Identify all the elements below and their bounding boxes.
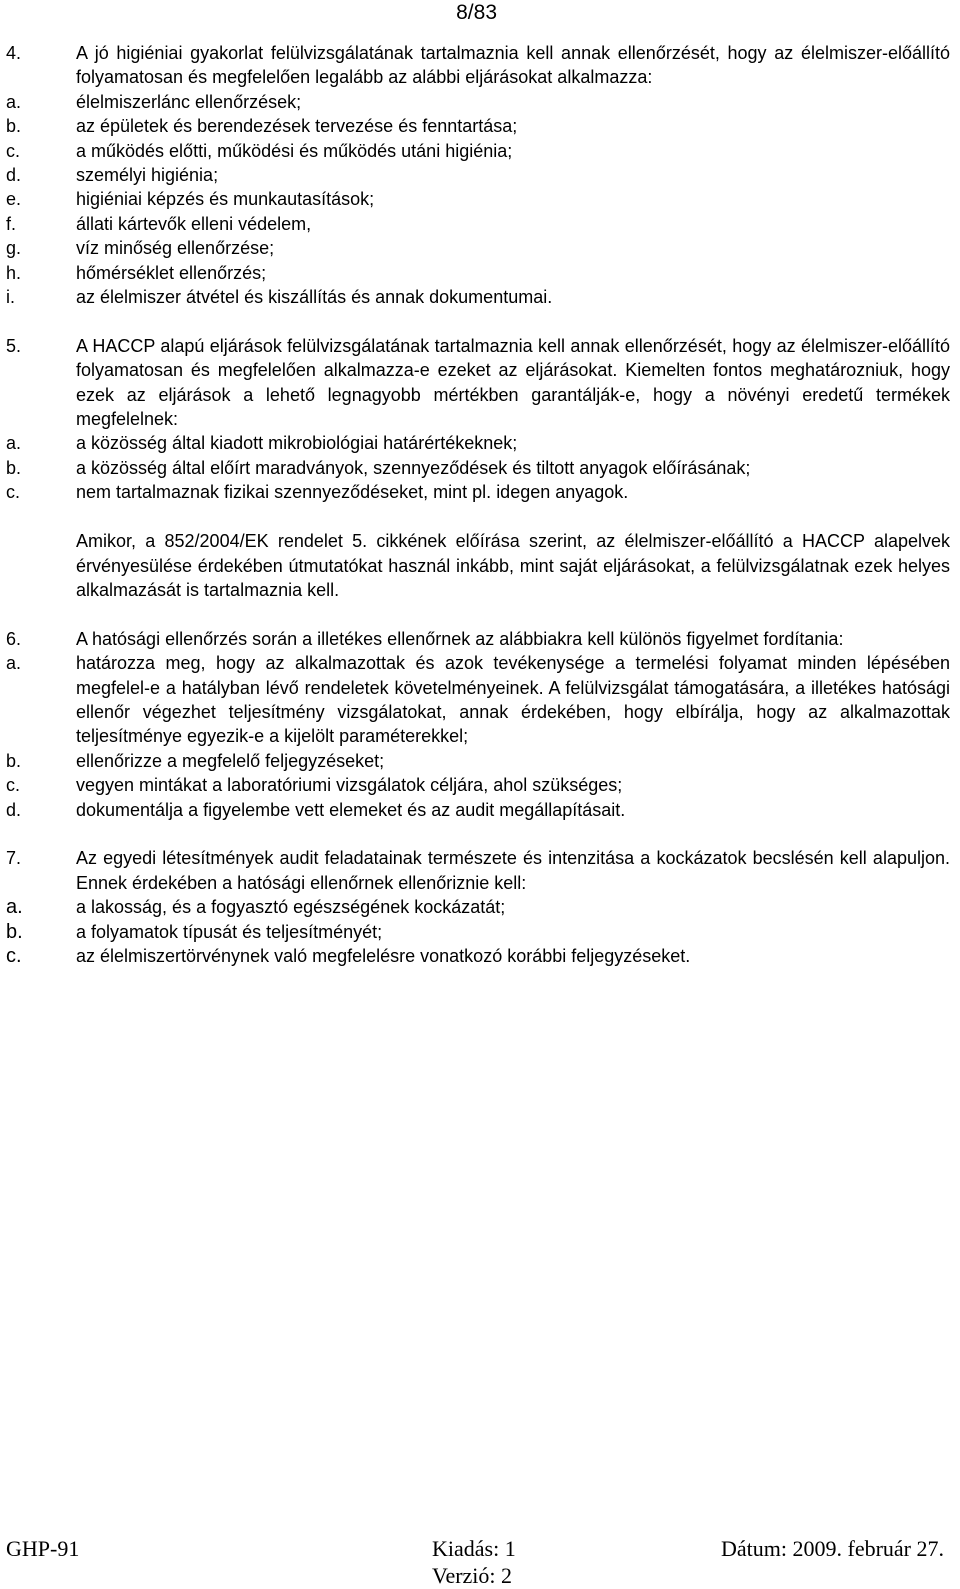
list-item (6, 163, 950, 187)
spacer (6, 309, 950, 333)
list-item-label: c. (6, 140, 21, 161)
list-item-text: állati kártevők elleni védelem, (76, 213, 312, 234)
section-intro (6, 41, 950, 90)
list-item-text: a működés előtti, működési és működés utáni higiénia; (76, 140, 513, 161)
list-item (6, 236, 950, 260)
list-item (6, 895, 950, 919)
list-item (6, 212, 950, 236)
list-item-label: d. (6, 799, 22, 820)
list-item-text: higiéniai képzés és munkautasítások; (76, 189, 375, 210)
list-item-text: víz minőség ellenőrzése; (76, 238, 275, 259)
section-6 (6, 627, 950, 822)
list-item-label: d. (6, 165, 22, 186)
page-number: 8/83 (456, 1, 497, 24)
list-item (6, 798, 950, 822)
list-item-label: c. (6, 775, 21, 796)
section-intro (6, 846, 950, 895)
list-item-label: b. (6, 116, 22, 137)
list-item (6, 285, 950, 309)
section-5 (6, 334, 950, 602)
section-number: 7. (6, 848, 22, 869)
list-item-label: c. (6, 944, 22, 967)
list-item (6, 651, 950, 749)
list-item-label: b. (6, 457, 22, 478)
section-number: 5. (6, 335, 22, 356)
section-intro-text: Az egyedi létesítmények audit feladatainak természete és intenzitása a kockázatok becslésén kell alapuljon. Ennek érdekében a hatósági ellenőrnek ellenőriznie kell: (76, 848, 950, 893)
list-item (6, 456, 950, 480)
spacer (6, 505, 950, 529)
page-footer (0, 1535, 960, 1589)
list-item-label: h. (6, 262, 22, 283)
section-note (6, 529, 950, 602)
list-item-text: határozza meg, hogy az alkalmazottak és azok tevékenysége a termelési folyamat minden lépésében megfelel-e a hatályban lévő rendeletek követelményeinek. A felülvizsgálat támogatására, a illetékes hatósági ellenőr végezhet teljesítmény vizsgálatokat, annak érdekében, hogy elbírálja, hogy az alkalmazottak teljesítménye egyezik-e a kijelölt paraméterekkel; (76, 653, 950, 747)
section-number: 4. (6, 43, 22, 63)
list-item-text: a folyamatok típusát és teljesítményét; (76, 921, 383, 942)
section-intro (6, 334, 950, 432)
list-item-label: b. (6, 750, 22, 771)
list-item-text: az épületek és berendezések tervezése és fenntartása; (76, 116, 518, 137)
section-number: 6. (6, 628, 22, 649)
list-item-text: hőmérséklet ellenőrzés; (76, 262, 267, 283)
list-item-label: c. (6, 482, 21, 503)
list-item-text: vegyen mintákat a laboratóriumi vizsgálatok céljára, ahol szükséges; (76, 775, 623, 796)
list-item-text: a lakosság, és a fogyasztó egészségének kockázatát; (76, 897, 506, 918)
list-item-label: a. (6, 896, 23, 919)
spacer (6, 822, 950, 846)
section-intro-text: A jó higiéniai gyakorlat felülvizsgálatának tartalmaznia kell annak ellenőrzését, hogy az élelmiszer-előállító folyamatosan és megfelelően legalább az alábbi eljárásokat alkalmazza: (76, 43, 950, 88)
list-item-label: b. (6, 920, 23, 943)
list-item (6, 920, 950, 944)
list-item-text: ellenőrizze a megfelelő feljegyzéseket; (76, 750, 385, 771)
list-item-text: nem tartalmaznak fizikai szennyeződéseket, mint pl. idegen anyagok. (76, 482, 629, 503)
footer-doc-id: GHP-91 (6, 1536, 80, 1561)
list-item (6, 187, 950, 211)
spacer (6, 602, 950, 626)
list-item-text: az élelmiszer átvétel és kiszállítás és annak dokumentumai. (76, 287, 553, 308)
list-item-label: e. (6, 189, 22, 210)
section-intro-text: A HACCP alapú eljárások felülvizsgálatának tartalmaznia kell annak ellenőrzését, hogy az élelmiszer-előállító folyamatosan és megfelelően alkalmazza-e ezeket az eljárásokat. Kiemelten fontos meghatározniuk, hogy ezek az eljárások a lehető legnagyobb mértékben garantálják-e, hogy a növényi eredetű termékek megfelelnek: (76, 335, 950, 430)
section-7 (6, 846, 950, 968)
list-item-text: az élelmiszertörvénynek való megfelelésre vonatkozó korábbi feljegyzéseket. (76, 945, 691, 966)
list-item-text: élelmiszerlánc ellenőrzések; (76, 91, 302, 112)
list-item-label: a. (6, 91, 22, 112)
list-item-label: a. (6, 653, 22, 674)
list-item-text: a közösség által előírt maradványok, szennyeződések és tiltott anyagok előírásának; (76, 457, 751, 478)
list-item (6, 139, 950, 163)
list-item-text: dokumentálja a figyelembe vett elemeket és az audit megállapításait. (76, 799, 626, 820)
footer-version: Verzió: 2 (432, 1563, 513, 1588)
list-item (6, 114, 950, 138)
list-item (6, 944, 950, 968)
section-note-text: Amikor, a 852/2004/EK rendelet 5. cikkének előírása szerint, az élelmiszer-előállító a HACCP alapelvek érvényesülése érdekében útmutatókat használ inkább, mint saját eljárásokat, a felülvizsgálatnak ezek helyes alkalmazását is tartalmaznia kell. (76, 531, 950, 600)
list-item (6, 261, 950, 285)
list-item-label: a. (6, 433, 22, 454)
list-item (6, 480, 950, 504)
section-4 (6, 41, 950, 309)
list-item-label: f. (6, 213, 17, 234)
document-body (6, 41, 950, 968)
section-intro (6, 627, 950, 651)
list-item-label: g. (6, 238, 22, 259)
list-item-label: i. (6, 287, 15, 308)
list-item (6, 431, 950, 455)
list-item (6, 90, 950, 114)
list-item-text: személyi higiénia; (76, 165, 219, 186)
list-item (6, 749, 950, 773)
list-item (6, 773, 950, 797)
footer-date: Dátum: 2009. február 27. (721, 1536, 944, 1561)
section-intro-text: A hatósági ellenőrzés során a illetékes ellenőrnek az alábbiakra kell különös figyelmet fordítania: (76, 628, 844, 649)
list-item-text: a közösség által kiadott mikrobiológiai határértékeknek; (76, 433, 518, 454)
footer-edition: Kiadás: 1 (432, 1536, 516, 1561)
